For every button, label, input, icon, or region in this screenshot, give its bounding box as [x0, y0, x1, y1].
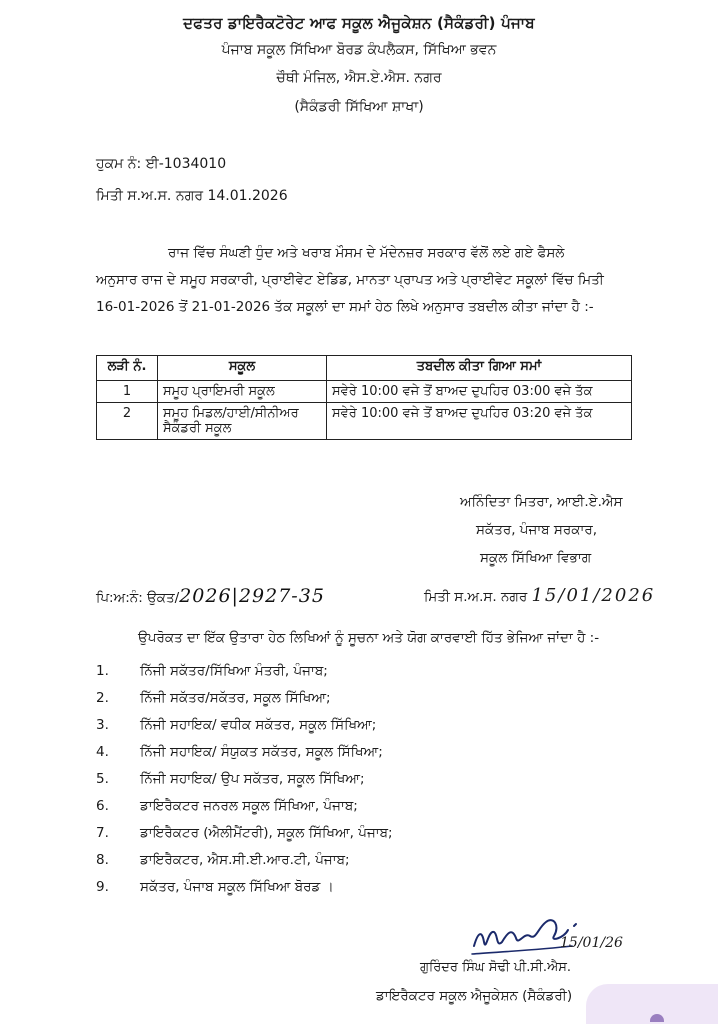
signatory-block: [460, 488, 623, 572]
item-number: 6.: [96, 798, 109, 814]
body-line-2: ਅਨੁਸਾਰ ਰਾਜ ਦੇ ਸਮੂਹ ਸਰਕਾਰੀ, ਪ੍ਰਾਈਵੇਟ ਏਡਿਡ, ਮਾਨਤਾ ਪ੍ਰਾਪਤ ਅਤੇ ਪ੍ਰਾਈਵੇਟ ਸਕੂਲਾਂ ਵਿੱਚ ਮਿਤੀ: [96, 272, 604, 288]
item-number: 4.: [96, 744, 109, 760]
list-item: [96, 712, 393, 739]
signatory-designation: ਸਕੱਤਰ, ਪੰਜਾਬ ਸਰਕਾਰ,: [476, 522, 597, 538]
endorsement-date: 15/01/2026: [531, 585, 656, 606]
header-timing: ਤਬਦੀਲ ਕੀਤਾ ਗਿਆ ਸਮਾਂ: [327, 356, 632, 381]
endorsement-date-label: ਮਿਤੀ ਸ.ਅ.ਸ. ਨਗਰ: [424, 589, 528, 605]
list-item: [96, 739, 393, 766]
item-text: ਨਿੱਜੀ ਸਹਾਇਕ/ ਉਪ ਸਕੱਤਰ, ਸਕੂਲ ਸਿੱਖਿਆ;: [140, 771, 365, 787]
row-serial: 2: [97, 403, 158, 440]
item-text: ਨਿੱਜੀ ਸਕੱਤਰ/ਸਿੱਖਿਆ ਮੰਤਰੀ, ਪੰਜਾਬ;: [140, 663, 328, 679]
item-text: ਨਿੱਜੀ ਸਹਾਇਕ/ ਸੰਯੁਕਤ ਸਕੱਤਰ, ਸਕੂਲ ਸਿੱਖਿਆ;: [140, 744, 383, 760]
office-address-line1: ਪੰਜਾਬ ਸਕੂਲ ਸਿੱਖਿਆ ਬੋਰਡ ਕੰਪਲੈਕਸ, ਸਿੱਖਿਆ ਭਵਨ: [221, 42, 497, 58]
row-school: ਸਮੂਹ ਮਿਡਲ/ਹਾਈ/ਸੀਨੀਅਰ ਸੈਕੰਡਰੀ ਸਕੂਲ: [158, 403, 327, 440]
order-number: ਹੁਕਮ ਨੰ: ਈ-1034010: [96, 156, 227, 172]
item-text: ਡਾਇਰੈਕਟਰ, ਐਸ.ਸੀ.ਈ.ਆਰ.ਟੀ, ਪੰਜਾਬ;: [140, 852, 350, 868]
list-item: [96, 658, 393, 685]
body-line-1: ਰਾਜ ਵਿੱਚ ਸੰਘਣੀ ਧੁੰਦ ਅਤੇ ਖਰਾਬ ਮੌਸਮ ਦੇ ਮੱਦੇਨਜ਼ਰ ਸਰਕਾਰ ਵੱਲੋਂ ਲਏ ਗਏ ਫੈਸਲੇ: [168, 245, 565, 261]
item-text: ਨਿੱਜੀ ਸਕੱਤਰ/ਸਕੱਤਰ, ਸਕੂਲ ਸਿੱਖਿਆ;: [140, 690, 331, 706]
item-text: ਸਕੱਤਰ, ਪੰਜਾਬ ਸਕੂਲ ਸਿੱਖਿਆ ਬੋਰਡ ।: [140, 879, 334, 895]
item-number: 7.: [96, 825, 109, 841]
endorsement-date-line: [424, 585, 655, 606]
office-title: ਦਫਤਰ ਡਾਇਰੈਕਟੋਰੇਟ ਆਫ ਸਕੂਲ ਐਜੂਕੇਸ਼ਨ (ਸੈਕੰਡਰੀ) ਪੰਜਾਬ: [183, 14, 535, 32]
list-item: [96, 820, 393, 847]
signer-title: ਡਾਇਰੈਕਟਰ ਸਕੂਲ ਐਜੂਕੇਸ਼ਨ (ਸੈਕੰਡਰੀ): [376, 988, 573, 1004]
order-body: [96, 240, 656, 321]
table-row: [97, 381, 632, 403]
timing-table: [96, 355, 632, 440]
item-text: ਡਾਇਰੈਕਟਰ ਜਨਰਲ ਸਕੂਲ ਸਿੱਖਿਆ, ਪੰਜਾਬ;: [140, 798, 358, 814]
table-row: [97, 403, 632, 440]
list-item: [96, 793, 393, 820]
item-text: ਡਾਇਰੈਕਟਰ (ਐਲੀਮੈਂਟਰੀ), ਸਕੂਲ ਸਿੱਖਿਆ, ਪੰਜਾਬ;: [140, 825, 393, 841]
copy-list: [96, 658, 393, 901]
order-date: ਮਿਤੀ ਸ.ਅ.ਸ. ਨਗਰ 14.01.2026: [96, 188, 288, 204]
signature-date: 15/01/26: [560, 935, 623, 951]
table-header-row: [97, 356, 632, 381]
list-item: [96, 847, 393, 874]
list-item: [96, 874, 393, 901]
handwritten-signature-icon: [468, 902, 608, 962]
header-school: ਸਕੂਲ: [158, 356, 327, 381]
signatory-department: ਸਕੂਲ ਸਿੱਖਿਆ ਵਿਭਾਗ: [480, 550, 592, 566]
item-text: ਨਿੱਜੀ ਸਹਾਇਕ/ ਵਧੀਕ ਸਕੱਤਰ, ਸਕੂਲ ਸਿੱਖਿਆ;: [140, 717, 377, 733]
row-school: ਸਮੂਹ ਪ੍ਰਾਇਮਰੀ ਸਕੂਲ: [158, 381, 327, 403]
copy-intro: ਉਪਰੋਕਤ ਦਾ ਇੱਕ ਉਤਾਰਾ ਹੇਠ ਲਿਖਿਆਂ ਨੂੰ ਸੂਚਨਾ ਅਤੇ ਯੋਗ ਕਾਰਵਾਈ ਹਿੱਤ ਭੇਜਿਆ ਜਾਂਦਾ ਹੈ :-: [138, 630, 600, 646]
endorsement-label: ਪਿ:ਅ:ਨੰ: ਉਕਤ/: [96, 590, 180, 606]
signatory-name: ਅਨਿੰਦਿਤਾ ਮਿਤਰਾ, ਆਈ.ਏ.ਐਸ: [460, 494, 623, 510]
endorsement-number-line: [96, 585, 325, 607]
header-serial: ਲੜੀ ਨੰ.: [97, 356, 158, 381]
item-number: 5.: [96, 771, 109, 787]
list-item: [96, 766, 393, 793]
signer-name: ਗੁਰਿੰਦਰ ਸਿੰਘ ਸੋਢੀ ਪੀ.ਸੀ.ਐਸ.: [420, 960, 571, 975]
corner-dot-icon: [650, 1014, 664, 1022]
item-number: 8.: [96, 852, 109, 868]
branch-name: (ਸੈਕੰਡਰੀ ਸਿੱਖਿਆ ਸ਼ਾਖਾ): [294, 99, 424, 115]
list-item: [96, 685, 393, 712]
endorsement-number: 2026|2927-35: [179, 585, 325, 607]
item-number: 2.: [96, 690, 109, 706]
office-address-line2: ਚੌਥੀ ਮੰਜਿਲ, ਐਸ.ਏ.ਐਸ. ਨਗਰ: [276, 70, 442, 86]
body-line-3: 16-01-2026 ਤੋਂ 21-01-2026 ਤੱਕ ਸਕੂਲਾਂ ਦਾ ਸਮਾਂ ਹੇਠ ਲਿਖੇ ਅਨੁਸਾਰ ਤਬਦੀਲ ਕੀਤਾ ਜਾਂਦਾ ਹੈ :-: [96, 299, 594, 315]
row-serial: 1: [97, 381, 158, 403]
item-number: 9.: [96, 879, 109, 895]
item-number: 1.: [96, 663, 109, 679]
row-timing: ਸਵੇਰੇ 10:00 ਵਜੇ ਤੋਂ ਬਾਅਦ ਦੁਪਹਿਰ 03:00 ਵਜੇ ਤੱਕ: [327, 381, 632, 403]
item-number: 3.: [96, 717, 109, 733]
row-timing: ਸਵੇਰੇ 10:00 ਵਜੇ ਤੋਂ ਬਾਅਦ ਦੁਪਹਿਰ 03:20 ਵਜੇ ਤੱਕ: [327, 403, 632, 440]
